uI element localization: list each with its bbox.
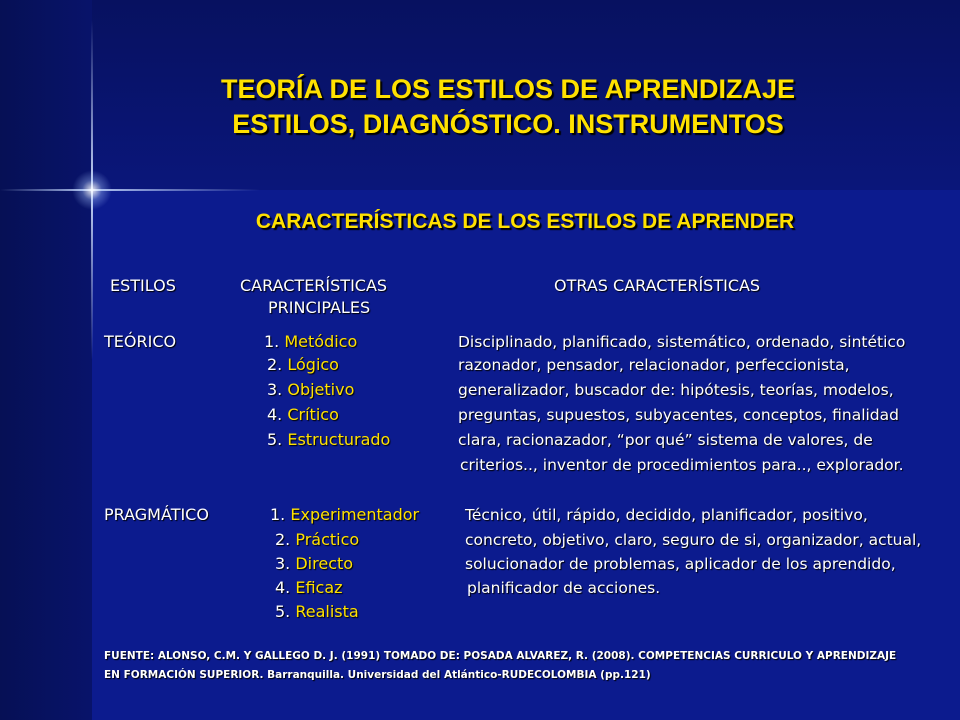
- pragmatico-item-num: 2.: [275, 530, 291, 549]
- pragmatico-other-4: planificador de acciones.: [467, 579, 661, 597]
- pragmatico-item-label: Directo: [295, 554, 354, 573]
- pragmatico-other-3: solucionador de problemas, aplicador de los aprendido,: [465, 555, 896, 573]
- teorico-other-2: razonador, pensador, relacionador, perfeccionista,: [458, 356, 850, 374]
- teorico-item-4: [267, 405, 339, 425]
- header-otras: OTRAS CARACTERÍSTICAS: [554, 276, 761, 295]
- source-line-1: FUENTE: ALONSO, C.M. Y GALLEGO D. J. (1991) TOMADO DE: POSADA ALVAREZ, R. (2008). COMPETENCIAS CURRICULO Y APRENDIZAJE: [104, 650, 897, 662]
- teorico-item-2: [267, 355, 339, 375]
- title-line-1: TEORÍA DE LOS ESTILOS DE APRENDIZAJE: [220, 74, 796, 104]
- teorico-other-5: clara, racionazador, “por qué” sistema de valores, de: [458, 431, 873, 449]
- style-name-teorico: TEÓRICO: [104, 332, 177, 351]
- header-principales: PRINCIPALES: [268, 298, 371, 317]
- pragmatico-item-num: 5.: [275, 602, 291, 621]
- teorico-item-num: 5.: [267, 430, 283, 449]
- style-name-pragmatico: PRAGMÁTICO: [104, 505, 209, 524]
- teorico-item-num: 4.: [267, 405, 283, 424]
- teorico-item-3: [267, 380, 354, 400]
- teorico-item-label: Metódico: [284, 332, 358, 351]
- pragmatico-item-label: Experimentador: [290, 505, 420, 524]
- pragmatico-item-label: Práctico: [295, 530, 360, 549]
- teorico-other-3: generalizador, buscador de: hipótesis, teorías, modelos,: [458, 381, 894, 399]
- header-estilos: ESTILOS: [110, 276, 176, 295]
- pragmatico-item-num: 3.: [275, 554, 291, 573]
- pragmatico-other-2: concreto, objetivo, claro, seguro de si, organizador, actual,: [465, 531, 922, 549]
- pragmatico-item-5: [275, 602, 359, 622]
- teorico-item-num: 2.: [267, 355, 283, 374]
- source-line-2: EN FORMACIÓN SUPERIOR. Barranquilla. Universidad del Atlántico-RUDECOLOMBIA (pp.121): [104, 669, 651, 681]
- teorico-item-num: 1.: [264, 332, 280, 351]
- teorico-item-label: Crítico: [287, 405, 339, 424]
- slide-subtitle: CARACTERÍSTICAS DE LOS ESTILOS DE APRENDER: [255, 210, 795, 233]
- pragmatico-other-1: Técnico, útil, rápido, decidido, planificador, positivo,: [465, 506, 868, 524]
- teorico-other-1: Disciplinado, planificado, sistemático, ordenado, sintético: [458, 333, 906, 351]
- pragmatico-item-label: Eficaz: [295, 578, 343, 597]
- slide-title: [0, 72, 960, 142]
- teorico-item-label: Lógico: [287, 355, 339, 374]
- pragmatico-item-4: [275, 578, 343, 598]
- teorico-item-5: [267, 430, 390, 450]
- teorico-item-label: Estructurado: [287, 430, 391, 449]
- pragmatico-item-label: Realista: [295, 602, 359, 621]
- header-caracteristicas: CARACTERÍSTICAS: [240, 276, 388, 295]
- title-line-2: ESTILOS, DIAGNÓSTICO. INSTRUMENTOS: [232, 109, 784, 139]
- teorico-item-num: 3.: [267, 380, 283, 399]
- teorico-item-1: [264, 332, 357, 352]
- pragmatico-item-num: 1.: [270, 505, 286, 524]
- pragmatico-item-num: 4.: [275, 578, 291, 597]
- pragmatico-item-1: [270, 505, 419, 525]
- teorico-other-4: preguntas, supuestos, subyacentes, conceptos, finalidad: [458, 406, 899, 424]
- teorico-item-label: Objetivo: [287, 380, 355, 399]
- pragmatico-item-3: [275, 554, 353, 574]
- teorico-other-6: criterios.., inventor de procedimientos para.., explorador.: [460, 456, 904, 474]
- pragmatico-item-2: [275, 530, 359, 550]
